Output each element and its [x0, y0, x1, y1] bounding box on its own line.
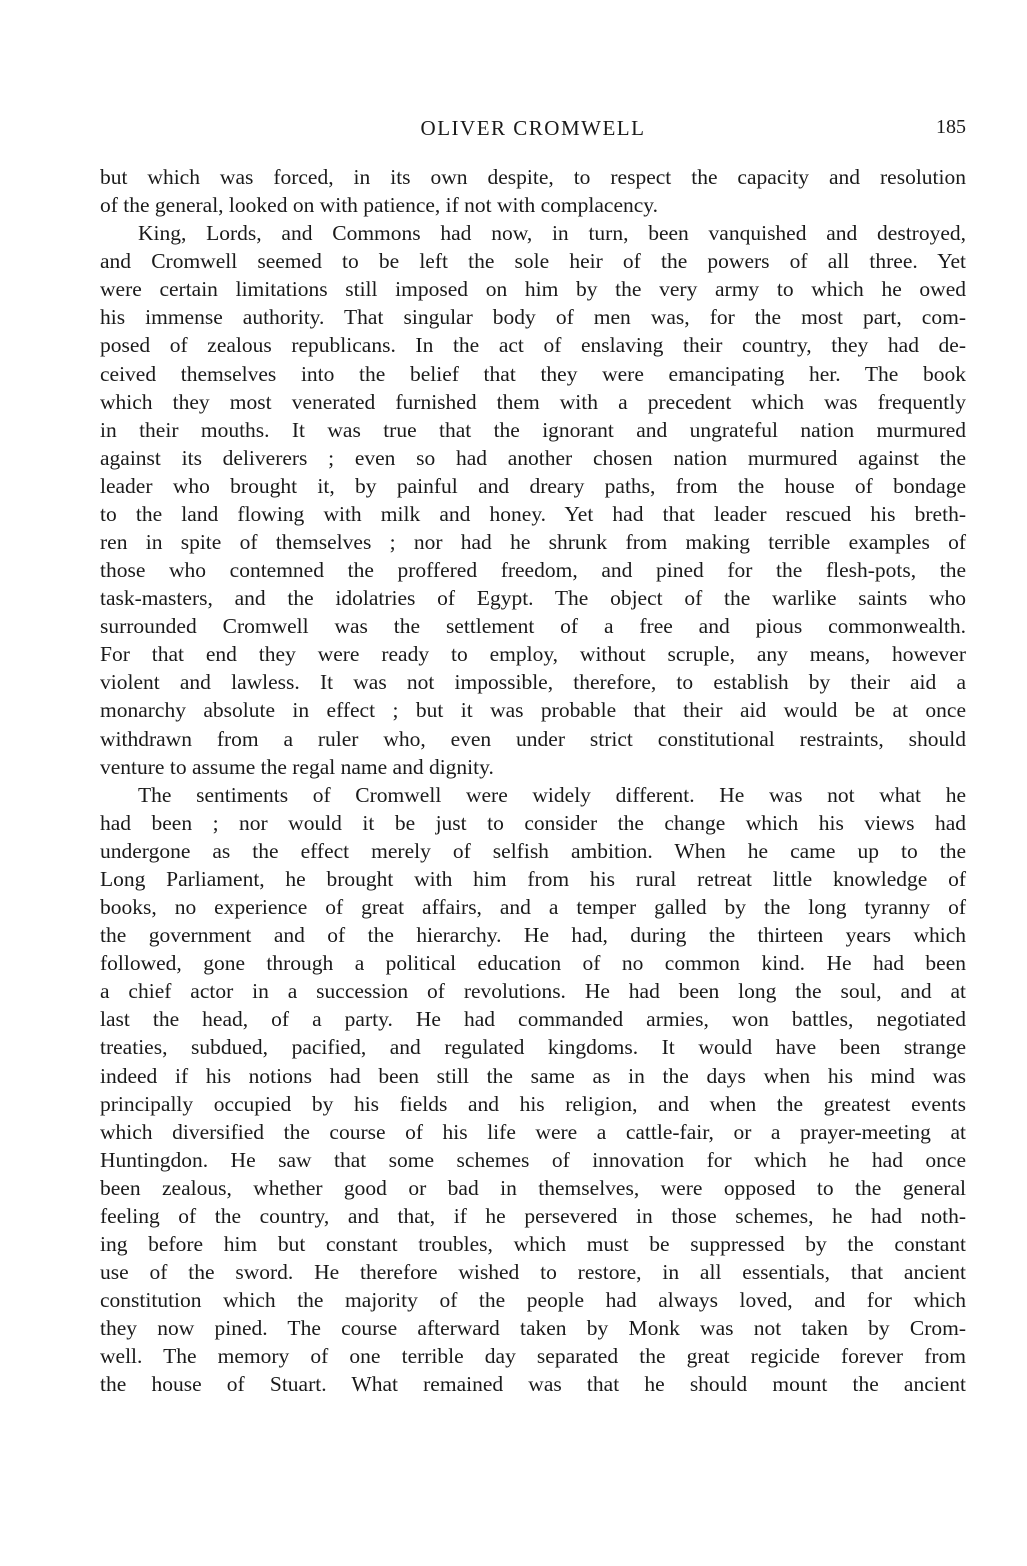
text-line: task-masters, and the idolatries of Egypt. The object of the warlike saints who	[100, 586, 966, 611]
text-line: withdrawn from a ruler who, even under strict constitutional restraints, should	[100, 726, 966, 751]
text-line: principally occupied by his fields and his religion, and when the greatest events	[100, 1091, 966, 1116]
text-line: which they most venerated furnished them with a precedent which was frequently	[100, 389, 966, 414]
text-line: venture to assume the regal name and dignity.	[100, 754, 494, 779]
text-line: against its deliverers ; even so had another chosen nation murmured against the	[100, 445, 966, 470]
text-line: feeling of the country, and that, if he persevered in those schemes, he had noth-	[100, 1203, 966, 1228]
running-title: OLIVER CROMWELL	[420, 116, 646, 140]
text-line: ing before him but constant troubles, which must be suppressed by the constant	[100, 1231, 966, 1256]
text-line: use of the sword. He therefore wished to restore, in all essentials, that ancient	[100, 1260, 966, 1285]
page-number: 185	[936, 116, 966, 138]
text-line: in their mouths. It was true that the ignorant and ungrateful nation murmured	[100, 417, 966, 442]
text-line: been zealous, whether good or bad in themselves, were opposed to the general	[100, 1175, 966, 1200]
text-line: ren in spite of themselves ; nor had he shrunk from making terrible examples of	[100, 530, 966, 555]
text-line: they now pined. The course afterward taken by Monk was not taken by Crom-	[100, 1316, 966, 1341]
text-line: King, Lords, and Commons had now, in turn, been vanquished and destroyed,	[138, 221, 966, 246]
text-line: leader who brought it, by painful and dreary paths, from the house of bondage	[100, 473, 966, 498]
text-line: monarchy absolute in effect ; but it was probable that their aid would be at once	[100, 698, 966, 723]
text-line: treaties, subdued, pacified, and regulated kingdoms. It would have been strange	[100, 1035, 966, 1060]
text-line: books, no experience of great affairs, and a temper galled by the long tyranny of	[100, 895, 966, 920]
text-line: of the general, looked on with patience, if not with complacency.	[100, 193, 659, 218]
text-line: indeed if his notions had been still the same as in the days when his mind was	[100, 1063, 966, 1088]
text-line: For that end they were ready to employ, without scruple, any means, however	[100, 642, 966, 667]
text-line: Long Parliament, he brought with him from his rural retreat little knowledge of	[100, 866, 966, 891]
text-line: had been ; nor would it be just to consider the change which his views had	[100, 810, 966, 835]
text-line: and Cromwell seemed to be left the sole heir of the powers of all three. Yet	[100, 249, 966, 274]
text-line: but which was forced, in its own despite, to respect the capacity and resolution	[100, 165, 966, 189]
text-line: violent and lawless. It was not impossible, therefore, to establish by their aid a	[100, 670, 966, 695]
text-line: last the head, of a party. He had commanded armies, won battles, negotiated	[100, 1007, 966, 1032]
text-line: The sentiments of Cromwell were widely different. He was not what he	[138, 782, 966, 807]
running-head	[100, 116, 966, 146]
text-line: posed of zealous republicans. In the act of enslaving their country, they had de-	[100, 333, 966, 358]
text-line: his immense authority. That singular body of men was, for the most part, com-	[100, 305, 966, 330]
text-line: Huntingdon. He saw that some schemes of innovation for which he had once	[100, 1147, 966, 1172]
text-line: followed, gone through a political education of no common kind. He had been	[100, 951, 966, 976]
text-line: were certain limitations still imposed on him by the very army to which he owed	[100, 277, 966, 302]
text-line: the house of Stuart. What remained was that he should mount the ancient	[100, 1372, 966, 1397]
text-line: constitution which the majority of the people had always loved, and for which	[100, 1288, 966, 1313]
text-line: undergone as the effect merely of selfish ambition. When he came up to the	[100, 838, 966, 863]
body-text	[100, 163, 966, 1398]
text-line: well. The memory of one terrible day separated the great regicide forever from	[100, 1344, 966, 1369]
text-line: surrounded Cromwell was the settlement of a free and pious commonwealth.	[100, 614, 966, 639]
text-line: to the land flowing with milk and honey. Yet had that leader rescued his breth-	[100, 501, 966, 526]
text-line: the government and of the hierarchy. He had, during the thirteen years which	[100, 923, 966, 948]
text-line: ceived themselves into the belief that they were emancipating her. The book	[100, 361, 966, 386]
text-line: which diversified the course of his life were a cattle-fair, or a prayer-meeting at	[100, 1119, 966, 1144]
text-line: those who contemned the proffered freedom, and pined for the flesh-pots, the	[100, 558, 966, 583]
text-line: a chief actor in a succession of revolutions. He had been long the soul, and at	[100, 979, 966, 1004]
